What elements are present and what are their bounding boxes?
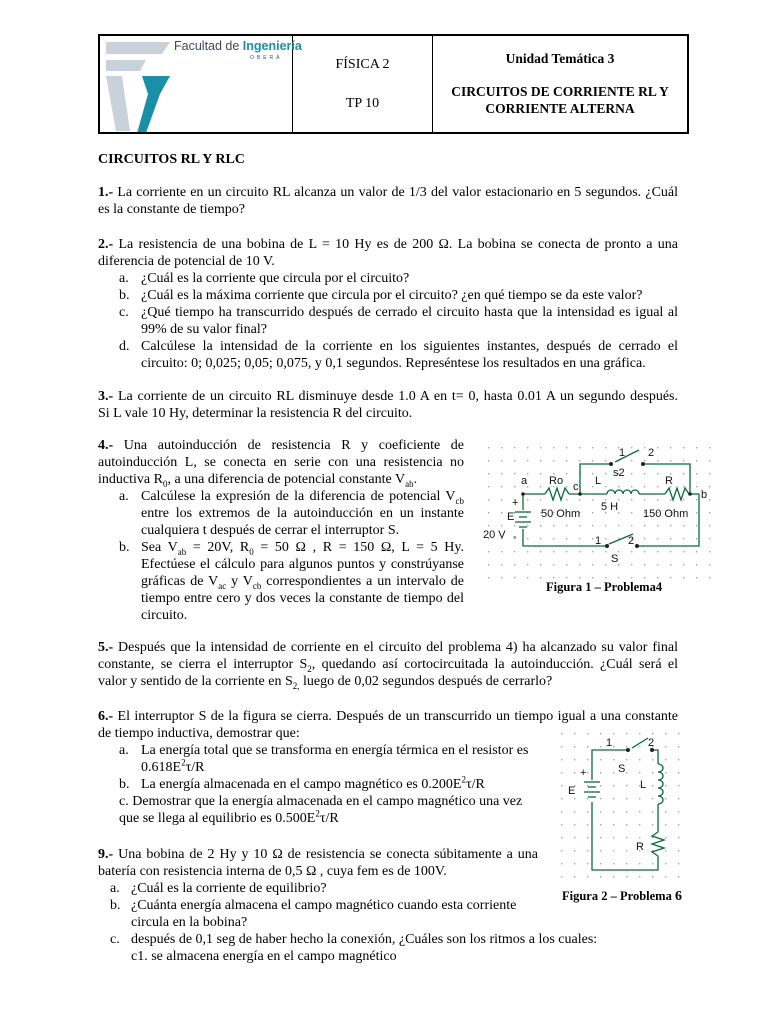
- fig2-l-label: L: [640, 779, 647, 791]
- fig1-ro-label: Ro: [549, 475, 564, 487]
- fig2-r-label: R: [636, 841, 644, 853]
- figure-2-caption: Figura 2 – Problema 6: [562, 889, 682, 904]
- fig1-sw2-label1: 1: [619, 447, 626, 459]
- p4-a-line3: cualquiera t después de cerrar el interruptor S.: [141, 523, 400, 538]
- p9-line1: 9.- Una bobina de 2 Hy y 10 Ω de resistencia se conecta súbitamente a una: [98, 847, 539, 862]
- p6-b-text: La energía almacenada en el campo magnético es $0.200E^2\tau/R$: [141, 774, 485, 792]
- figure-1-circuit: [483, 442, 721, 580]
- p9-b-line2: circula en la bobina?: [131, 915, 248, 930]
- p4-line2: autoinducción L, se conecta en serie con una resistencia no: [98, 455, 464, 470]
- p4-line1: 4.- Una autoinducción de resistencia R y coeficiente de: [98, 438, 465, 453]
- fig2-plus: +: [580, 767, 587, 779]
- p4-line3: inductiva $R_0$, a una diferencia de potencial constante $V_{ab}$.: [98, 472, 418, 489]
- p6-c-line1: c. Demostrar que la energía almacenada en el campo magnético una vez: [119, 794, 523, 809]
- fig1-l-label: L: [595, 475, 602, 487]
- p2-line2: diferencia de potencial de 10 V.: [98, 254, 275, 269]
- p6-a-line1: La energía total que se transforma en energía térmica en el resistor es: [141, 743, 529, 758]
- fig1-plus: +: [512, 497, 519, 509]
- p4-b-line2: Efectúese el cálculo para algunos puntos y constrúyanse: [141, 557, 464, 572]
- fig2-node2: 2: [648, 737, 655, 749]
- fig1-node-a: a: [521, 475, 528, 487]
- fig1-voltage: 20 V: [483, 529, 506, 541]
- figure-1-caption: Figura 1 – Problema4: [546, 580, 663, 594]
- p2-a-marker: a.: [119, 271, 129, 286]
- p6-a-line2: $0.618E^2\tau/R$: [141, 757, 205, 775]
- course-name: FÍSICA 2: [335, 56, 390, 72]
- unit-title-line1: CIRCUITOS DE CORRIENTE RL Y: [451, 84, 669, 99]
- p4-b-line3: gráficas de $V_{ac}$ y $V_{cb}$ correspondientes a un intervalo de: [141, 574, 464, 591]
- fig1-minus: -: [513, 531, 517, 543]
- p2-c-line2: 99% de su valor final?: [141, 322, 267, 337]
- fig1-r-label: R: [665, 475, 673, 487]
- fig1-sw2-label2: 2: [648, 447, 655, 459]
- unit-cell: [433, 36, 687, 132]
- p9-b-line1: ¿Cuánta energía almacena el campo magnético cuando esta corriente: [131, 898, 517, 913]
- p9-c-text: después de 0,1 seg de haber hecho la conexión, ¿Cuáles son los ritmos a los cuales:: [131, 932, 598, 947]
- fig2-s-label: S: [618, 763, 626, 775]
- p2-line1: 2.- La resistencia de una bobina de L = 10 Hy es de 200 Ω. La bobina se conecta de pronto a una: [98, 237, 679, 252]
- p1-line2: es la constante de tiempo?: [98, 202, 245, 217]
- p9-a-text: ¿Cuál es la corriente de equilibrio?: [131, 881, 327, 896]
- p4-b-line1: Sea $V_{ab} = 20V$, $R_0 = 50$ Ω , R = 150 Ω, L = 5 Hy.: [141, 540, 464, 557]
- unit-title-line2: CORRIENTE ALTERNA: [485, 101, 635, 116]
- faculty-logo: [100, 36, 302, 132]
- p2-d-marker: d.: [119, 339, 130, 354]
- logo-text: Facultad de Ingeniería: [174, 39, 302, 53]
- p4-b-line5: circuito.: [141, 608, 188, 623]
- p6-line1: 6.- El interruptor S de la figura se cierra. Después de un transcurrido un tiempo igual a una constante: [98, 709, 679, 724]
- p2-d-line1: Calcúlese la intensidad de la corriente en los siguientes instantes, después de cerrado el: [141, 339, 678, 354]
- course-cell: [293, 36, 433, 132]
- section-title: CIRCUITOS RL Y RLC: [98, 152, 245, 167]
- fig2-node1: 1: [606, 737, 613, 749]
- p4-a-line2: entre los extremos de la autoinducción en un instante: [141, 506, 464, 521]
- p4-a-marker: a.: [119, 489, 129, 504]
- fig1-l-value: 5 H: [601, 501, 619, 513]
- fig1-sw-label2: 2: [628, 535, 635, 547]
- fig1-node-b: b: [701, 489, 708, 501]
- p2-c-line1: ¿Qué tiempo ha transcurrido después de cerrado el circuito hasta que la intensidad es igual al: [141, 305, 678, 320]
- fig1-r-value: 150 Ohm: [643, 508, 689, 520]
- p6-line2: de tiempo inductiva, demostrar que:: [98, 726, 300, 741]
- p5-line2: constante, se cierra el interruptor $S_2$, quedando así cortocircuitada la autoinducción. ¿Cuál será el: [98, 657, 678, 674]
- p6-c-line2: que se llega al equilibrio es $0.500E^2\tau/R$: [119, 808, 339, 826]
- fig1-sw2-label: s2: [613, 467, 625, 479]
- header-table: [98, 34, 689, 134]
- p4-b-marker: b.: [119, 540, 130, 555]
- fig1-e-label: E: [507, 511, 515, 523]
- p9-a-marker: a.: [110, 881, 120, 896]
- fig1-ro-value: 50 Ohm: [541, 508, 581, 520]
- p2-b-marker: b.: [119, 288, 130, 303]
- p6-a-marker: a.: [119, 743, 129, 758]
- p9-line2: batería con resistencia interna de 0,5 Ω , cuya fem es de 100V.: [98, 864, 447, 879]
- p9-c-marker: c.: [110, 932, 120, 947]
- unit-label: Unidad Temática 3: [505, 51, 615, 66]
- p3-line2: Si L vale 10 Hy, determinar la resistencia R del circuito.: [98, 406, 413, 421]
- p4-a-line1: Calcúlese la expresión de la diferencia de potencial $V_{cb}$: [141, 489, 464, 506]
- figure-1-schematic: [483, 442, 721, 580]
- p5-line1: 5.- Después que la intensidad de corriente en el circuito del problema 4) ha alcanzado su valor final: [98, 640, 678, 655]
- p2-b-text: ¿Cuál es la máxima corriente que circula por el circuito? ¿en qué tiempo se da este valor?: [141, 288, 643, 303]
- figure-2-schematic: [556, 728, 682, 880]
- p2-c-marker: c.: [119, 305, 129, 320]
- tp-number: TP 10: [345, 95, 380, 111]
- fig1-node-c: c: [573, 481, 579, 493]
- p4-b-line4: tiempo entre cero y dos veces la constante de tiempo del: [141, 591, 464, 606]
- fig1-s-label: S: [611, 553, 619, 565]
- p2-a-text: ¿Cuál es la corriente que circula por el circuito?: [141, 271, 410, 286]
- p3-line1: 3.- La corriente de un circuito RL disminuye desde 1.0 A en t= 0, hasta 0.01 A un segundo después.: [98, 389, 679, 404]
- figure-2-circuit: [556, 728, 682, 880]
- p1-line1: 1.- La corriente en un circuito RL alcanza un valor de 1/3 del valor estacionario en 5 segundos. ¿Cuál: [98, 185, 679, 200]
- logo-subtext: OBERÁ: [250, 55, 283, 61]
- p2-d-line2: circuito: 0; 0,025; 0,05; 0,075, y 0,1 segundos. Represéntese los resultados en una gráfica.: [141, 356, 646, 371]
- fig1-sw-label1: 1: [595, 535, 602, 547]
- p5-line3: valor y sentido de la corriente en $S_{2,}$ luego de 0,02 segundos después de cerrarlo?: [98, 674, 553, 691]
- fig2-e-label: E: [568, 785, 576, 797]
- p9-c1-text: c1. se almacena energía en el campo magnético: [131, 949, 397, 964]
- p9-b-marker: b.: [110, 898, 121, 913]
- p6-b-marker: b.: [119, 777, 130, 792]
